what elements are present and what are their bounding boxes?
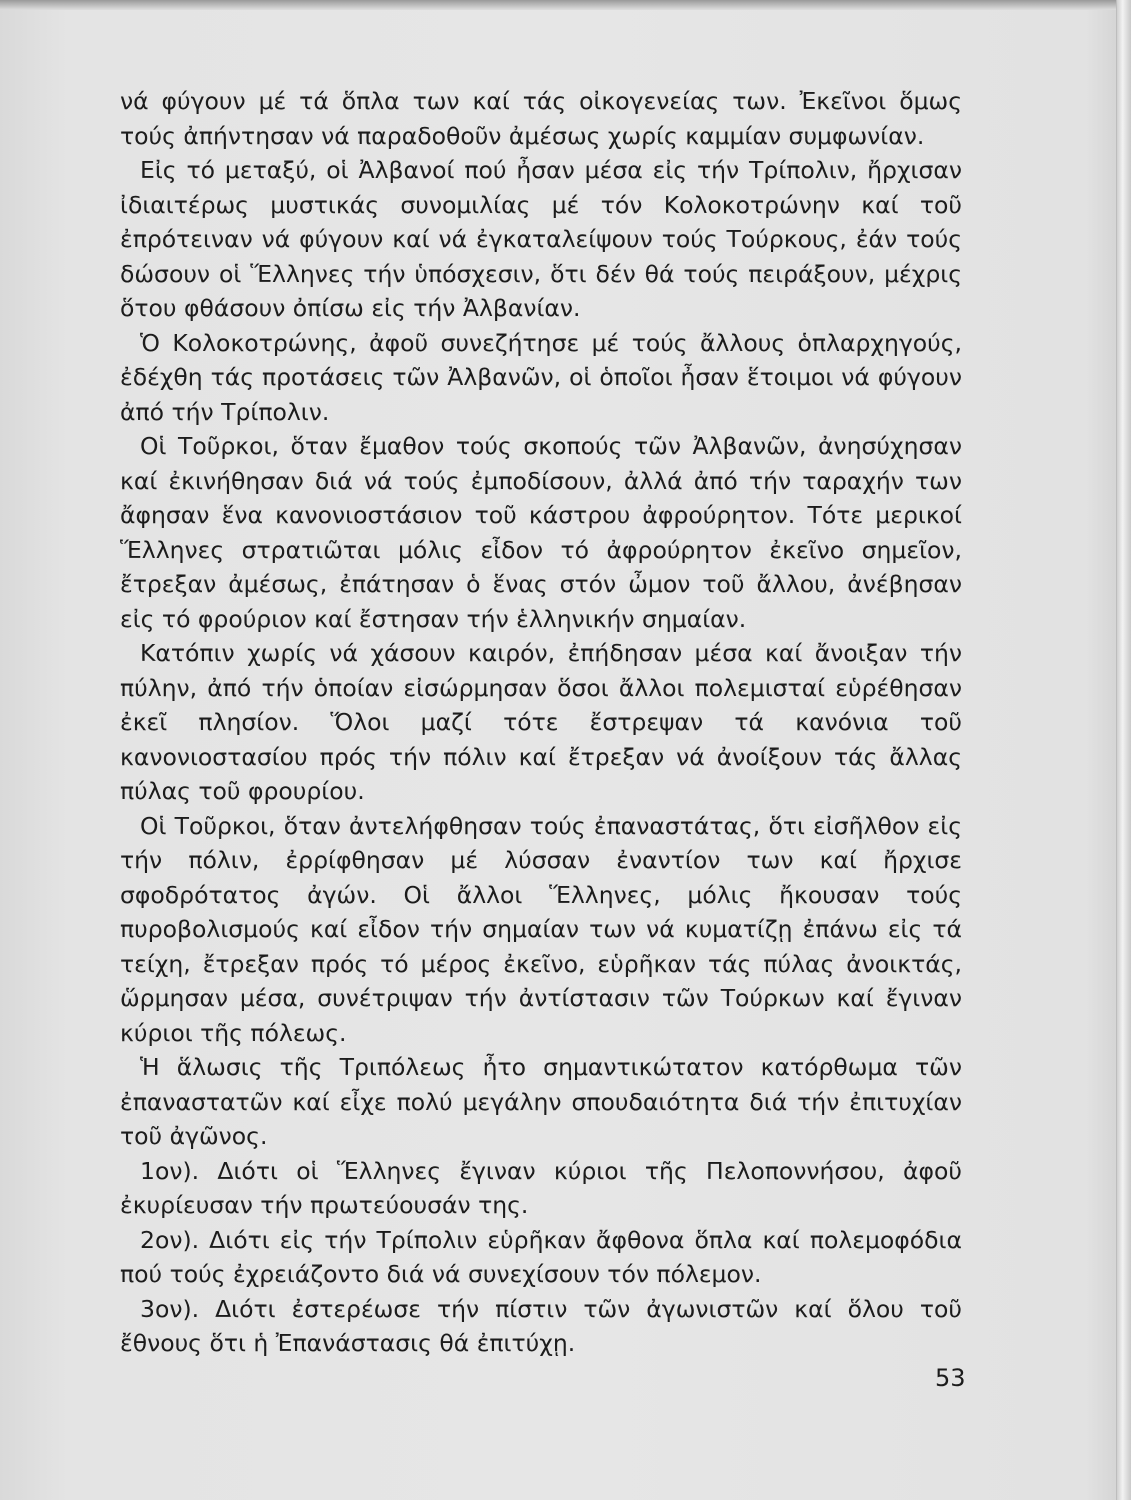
paragraph-kolokotronis: Ὁ Κολοκοτρώνης, ἀφοῦ συνεζήτησε μέ τούς ἄλλους ὁπλαρχηγούς, ἐδέχθη τάς προτάσεις τῶν Ἀλβανῶν, οἱ ὁποῖοι ἦσαν ἕτοιμοι νά φύγουν ἀπό τήν Τρίπολιν.: [120, 328, 962, 426]
paragraph-reason-1: 1ον). Διότι οἱ Ἕλληνες ἔγιναν κύριοι τῆς Πελοποννήσου, ἀφοῦ ἐκυρίευσαν τήν πρωτεύουσάν της.: [120, 1156, 962, 1219]
paragraph-gate-opened: Κατόπιν χωρίς νά χάσουν καιρόν, ἐπήδησαν μέσα καί ἄνοιξαν τήν πύλην, ἀπό τήν ὁποίαν εἰσώρμησαν ὅσοι ἄλλοι πολεμισταί εὑρέθησαν ἐκεῖ πλησίον. Ὅλοι μαζί τότε ἔστρεψαν τά κανόνια τοῦ κανονιοστασίου πρός τήν πόλιν καί ἔτρεξαν νά ἀνοίξουν τάς ἄλλας πύλας τοῦ φρουρίου.: [120, 639, 962, 805]
paragraph-reason-3: 3ον). Διότι ἐστερέωσε τήν πίστιν τῶν ἀγωνιστῶν καί ὅλου τοῦ ἔθνους ὅτι ἡ Ἐπανάστασις θά ἐπιτύχῃ.: [120, 1294, 962, 1357]
paragraph-battle: Οἱ Τοῦρκοι, ὅταν ἀντελήφθησαν τούς ἐπαναστάτας, ὅτι εἰσῆλθον εἰς τήν πόλιν, ἐρρίφθησαν μέ λύσσαν ἐναντίον των καί ἤρχισε σφοδρότατος ἀγών. Οἱ ἄλλοι Ἕλληνες, μόλις ἤκουσαν τούς πυροβολισμούς καί εἶδον τήν σημαίαν των νά κυματίζῃ ἐπάνω εἰς τά τείχη, ἔτρεξαν πρός τό μέρος ἐκεῖνο, εὑρῆκαν τάς πύλας ἀνοικτάς, ὥρμησαν μέσα, συνέτριψαν τήν ἀντίστασιν τῶν Τούρκων καί ἔγιναν κύριοι τῆς πόλεως.: [120, 811, 962, 1047]
page-top-shadow: [0, 0, 1131, 10]
paragraph-albanians: Εἰς τό μεταξύ, οἱ Ἀλβανοί πού ἦσαν μέσα εἰς τήν Τρίπολιν, ἤρχισαν ἰδιαιτέρως μυστικάς συνομιλίας μέ τόν Κολοκοτρώνην καί τοῦ ἐπρότειναν νά φύγουν καί νά ἐγκαταλείψουν τούς Τούρκους, ἐάν τούς δώσουν οἱ Ἕλληνες τήν ὑπόσχεσιν, ὅτι δέν θά τούς πειράξουν, μέχρις ὅτου φθάσουν ὀπίσω εἰς τήν Ἀλβανίαν.: [120, 156, 962, 322]
body-text: [120, 84, 962, 1361]
paragraph-reason-2: 2ον). Διότι εἰς τήν Τρίπολιν εὑρῆκαν ἄφθονα ὅπλα καί πολεμοφόδια πού τούς ἐχρειάζοντο διά νά συνεχίσουν τόν πόλεμον.: [120, 1225, 962, 1288]
paragraph-continuation: νά φύγουν μέ τά ὅπλα των καί τάς οἰκογενείας των. Ἐκεῖνοι ὅμως τούς ἀπήντησαν νά παραδοθοῦν ἀμέσως χωρίς καμμίαν συμφωνίαν.: [120, 87, 962, 150]
paragraph-turks-unguarded: Οἱ Τοῦρκοι, ὅταν ἔμαθον τούς σκοπούς τῶν Ἀλβανῶν, ἀνησύχησαν καί ἐκινήθησαν διά νά τούς ἐμποδίσουν, ἀλλά ἀπό τήν ταραχήν των ἄφησαν ἕνα κανονιοστάσιον τοῦ κάστρου ἀφρούρητον. Τότε μερικοί Ἕλληνες στρατιῶται μόλις εἶδον τό ἀφρούρητον ἐκεῖνο σημεῖον, ἔτρεξαν ἀμέσως, ἐπάτησαν ὁ ἕνας στόν ὦμον τοῦ ἄλλου, ἀνέβησαν εἰς τό φρούριον καί ἔστησαν τήν ἑλληνικήν σημαίαν.: [120, 432, 962, 633]
page-binding-edge: [1116, 0, 1131, 1500]
paragraph-significance: Ἡ ἅλωσις τῆς Τριπόλεως ἦτο σημαντικώτατον κατόρθωμα τῶν ἐπαναστατῶν καί εἶχε πολύ μεγάλην σπουδαιότητα διά τήν ἐπιτυχίαν τοῦ ἀγῶνος.: [120, 1053, 962, 1150]
page-number: 53: [935, 1364, 966, 1392]
